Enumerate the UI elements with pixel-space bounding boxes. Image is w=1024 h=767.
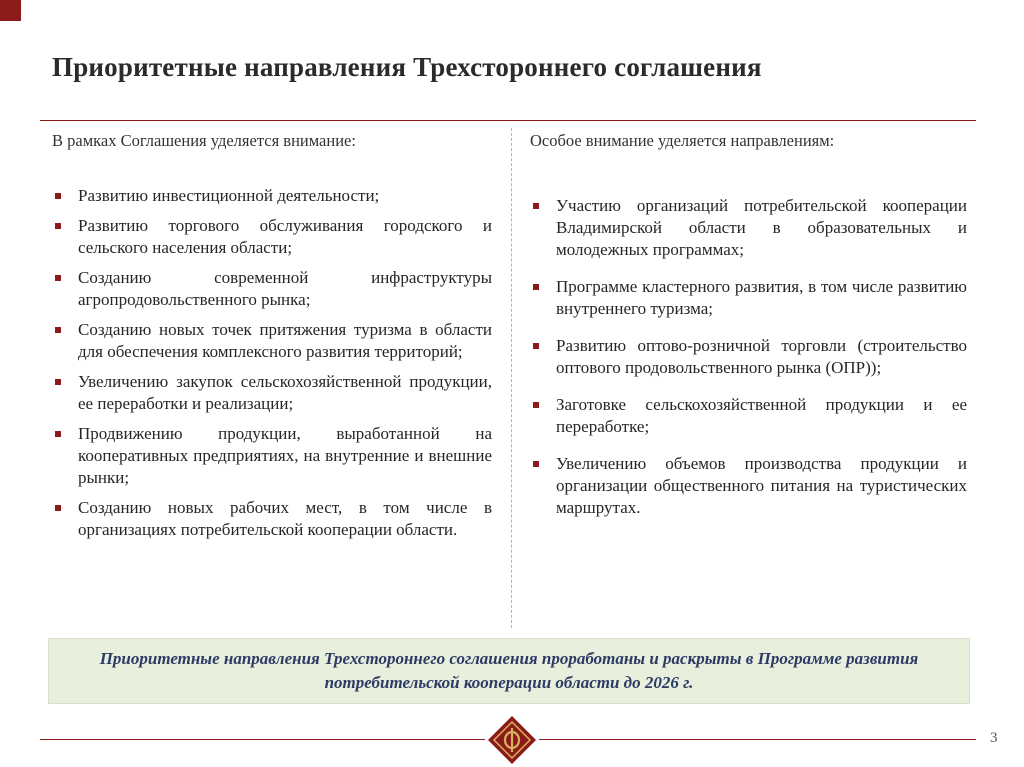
list-item-text: Участию организаций потребительской кооперации Владимирской области в образовательных и молодежных программах; <box>556 196 967 259</box>
list-item <box>52 215 492 259</box>
square-bullet-icon <box>55 223 61 229</box>
list-item-text: Созданию новых точек притяжения туризма в области для обеспечения комплексного развития территорий; <box>78 320 492 361</box>
square-bullet-icon <box>533 343 539 349</box>
list-item-text: Развитию оптово-розничной торговли (строительство оптового продовольственного рынка (ОПР)); <box>556 336 967 377</box>
list-item <box>530 276 967 320</box>
left-column-list <box>52 185 492 541</box>
square-bullet-icon <box>55 505 61 511</box>
page-title: Приоритетные направления Трехстороннего соглашения <box>52 52 762 82</box>
list-item <box>530 453 967 519</box>
square-bullet-icon <box>533 402 539 408</box>
list-item-text: Увеличению закупок сельскохозяйственной продукции, ее переработки и реализации; <box>78 372 492 413</box>
right-column-heading: Особое внимание уделяется направлениям: <box>530 131 835 150</box>
list-item <box>530 195 967 261</box>
right-column <box>530 130 967 534</box>
square-bullet-icon <box>533 284 539 290</box>
column-divider <box>511 128 512 628</box>
title-divider <box>40 120 976 121</box>
square-bullet-icon <box>55 327 61 333</box>
right-column-list <box>530 195 967 519</box>
square-bullet-icon <box>55 431 61 437</box>
list-item <box>52 185 492 207</box>
left-column-heading: В рамках Соглашения уделяется внимание: <box>52 131 356 150</box>
list-item-text: Развитию торгового обслуживания городского и сельского населения области; <box>78 216 492 257</box>
square-bullet-icon <box>55 275 61 281</box>
corner-accent-square <box>0 0 21 21</box>
list-item-text: Заготовке сельскохозяйственной продукции и ее переработке; <box>556 395 967 436</box>
list-item <box>530 335 967 379</box>
square-bullet-icon <box>55 193 61 199</box>
conclusion-note-text: Приоритетные направления Трехстороннего соглашения проработаны и раскрыты в Программе развития потребительской кооперации области до 2026 г. <box>99 649 919 692</box>
list-item-text: Развитию инвестиционной деятельности; <box>78 186 380 205</box>
list-item-text: Программе кластерного развития, в том числе развитию внутреннего туризма; <box>556 277 967 318</box>
left-column <box>52 130 492 549</box>
page-number: 3 <box>990 730 998 746</box>
cooperative-emblem-logo <box>485 713 539 767</box>
list-item <box>52 497 492 541</box>
list-item <box>52 371 492 415</box>
conclusion-note <box>48 638 970 704</box>
list-item <box>52 267 492 311</box>
list-item-text: Созданию новых рабочих мест, в том числе в организациях потребительской кооперации области. <box>78 498 492 539</box>
list-item-text: Увеличению объемов производства продукции и организации общественного питания на туристических маршрутах. <box>556 454 967 517</box>
list-item <box>52 423 492 489</box>
list-item <box>52 319 492 363</box>
square-bullet-icon <box>533 461 539 467</box>
list-item-text: Созданию современной инфраструктуры агропродовольственного рынка; <box>78 268 492 309</box>
square-bullet-icon <box>55 379 61 385</box>
list-item-text: Продвижению продукции, выработанной на кооперативных предприятиях, на внутренние и внешние рынки; <box>78 424 492 487</box>
list-item <box>530 394 967 438</box>
square-bullet-icon <box>533 203 539 209</box>
